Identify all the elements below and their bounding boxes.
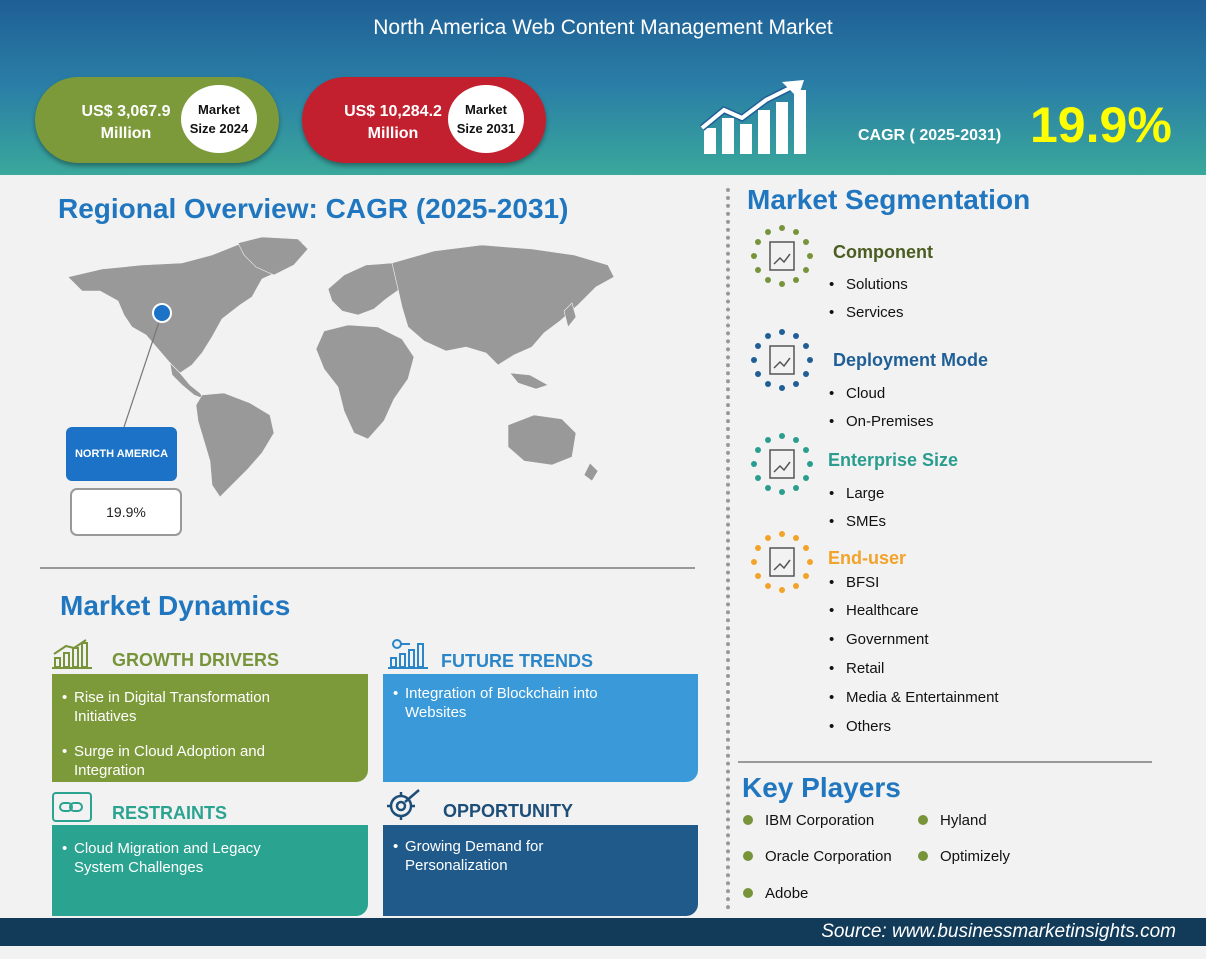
growth-drivers-heading: GROWTH DRIVERS — [112, 650, 280, 670]
market-size-2031-pill — [302, 77, 546, 163]
source-link[interactable]: Source: www.businessmarketinsights.com — [821, 921, 1176, 942]
section-divider — [40, 567, 695, 569]
bullet-icon — [743, 815, 753, 825]
key-player-name: Adobe — [765, 885, 809, 902]
bullet-icon — [743, 851, 753, 861]
market-size-2024-pill — [35, 77, 279, 163]
segment-enterprise-heading: Enterprise Size — [828, 450, 959, 470]
future-trends-icon — [388, 638, 428, 670]
opportunity-heading: OPPORTUNITY — [443, 801, 574, 821]
key-player-item — [743, 812, 874, 829]
north-america-cagr-value: 19.9% — [70, 488, 182, 536]
market-size-2031-value-block — [328, 101, 458, 145]
key-players-title: Key Players — [742, 772, 901, 803]
restraints-icon — [52, 792, 92, 822]
key-player-item — [743, 885, 808, 902]
market-size-2031-value: US$ 10,284.2 — [344, 103, 442, 120]
segment-item: • Government — [846, 631, 929, 648]
restraint-item: • Cloud Migration and Legacy System Challenges — [52, 839, 282, 877]
segment-item: • Solutions — [846, 276, 908, 293]
segment-end-user-heading: End-user — [828, 548, 907, 568]
growth-chart-icon — [700, 78, 808, 156]
growth-drivers-icon — [52, 638, 92, 670]
page-title: North America Web Content Management Market — [373, 16, 833, 39]
market-size-2024-value-block — [61, 101, 191, 145]
bullet-icon — [743, 888, 753, 898]
opportunity-item: • Growing Demand for Personalization — [383, 837, 583, 875]
segment-item: • On-Premises — [846, 413, 934, 430]
future-trends-box — [383, 674, 698, 782]
bullet-icon — [918, 815, 928, 825]
future-trends-heading: FUTURE TRENDS — [441, 651, 593, 671]
north-america-label: NORTH AMERICA — [66, 427, 177, 481]
market-dynamics-title: Market Dynamics — [60, 590, 291, 621]
market-size-2031-label — [448, 85, 524, 153]
market-size-2031-unit: Million — [367, 125, 419, 142]
restraints-heading: RESTRAINTS — [112, 803, 228, 823]
deployment-mode-icon — [748, 328, 816, 392]
market-segmentation-title: Market Segmentation — [747, 184, 1031, 215]
market-size-2024-label-line2: Size 2024 — [189, 121, 249, 136]
key-player-item — [918, 848, 1010, 865]
key-player-name: Hyland — [940, 812, 987, 829]
restraints-box — [52, 825, 368, 916]
vertical-divider — [726, 188, 730, 910]
growth-driver-item: • Rise in Digital Transformation Initiatives — [52, 688, 312, 726]
component-icon — [748, 224, 816, 288]
growth-drivers-box — [52, 674, 368, 782]
growth-driver-item: • Surge in Cloud Adoption and Integration — [52, 742, 312, 780]
segment-deployment-heading: Deployment Mode — [833, 350, 989, 370]
key-player-name: Optimizely — [940, 848, 1011, 865]
opportunity-icon — [383, 788, 423, 822]
key-player-item — [918, 812, 987, 829]
regional-overview-title: Regional Overview: CAGR (2025-2031) — [58, 193, 569, 224]
segment-item: • BFSI — [846, 574, 879, 591]
segment-item: • Media & Entertainment — [846, 689, 999, 706]
enterprise-size-icon — [748, 432, 816, 496]
opportunity-box — [383, 825, 698, 916]
market-size-2024-value: US$ 3,067.9 — [81, 103, 171, 120]
north-america-marker — [153, 304, 171, 322]
segment-item: • SMEs — [846, 513, 886, 530]
future-trend-item: • Integration of Blockchain into Websites — [383, 684, 633, 722]
market-size-2024-label — [181, 85, 257, 153]
segmentation-divider — [738, 761, 1152, 763]
segment-item: • Services — [846, 304, 904, 321]
segment-item: • Cloud — [846, 385, 885, 402]
segment-item: • Large — [846, 485, 884, 502]
segment-item: • Retail — [846, 660, 884, 677]
cagr-value: 19.9% — [1030, 97, 1172, 153]
segment-component-heading: Component — [833, 242, 933, 262]
end-user-icon — [748, 530, 816, 594]
market-size-2031-label-line2: Size 2031 — [456, 121, 516, 136]
market-size-2024-label-line1: Market — [198, 102, 240, 117]
key-player-item — [743, 848, 892, 865]
market-size-2024-unit: Million — [100, 125, 152, 142]
bullet-icon — [918, 851, 928, 861]
segment-item: • Others — [846, 718, 891, 735]
key-player-name: Oracle Corporation — [765, 848, 892, 865]
market-size-2031-label-line1: Market — [465, 102, 507, 117]
cagr-label: CAGR ( 2025-2031) — [858, 127, 1002, 144]
segment-item: • Healthcare — [846, 602, 919, 619]
key-player-name: IBM Corporation — [765, 812, 875, 829]
